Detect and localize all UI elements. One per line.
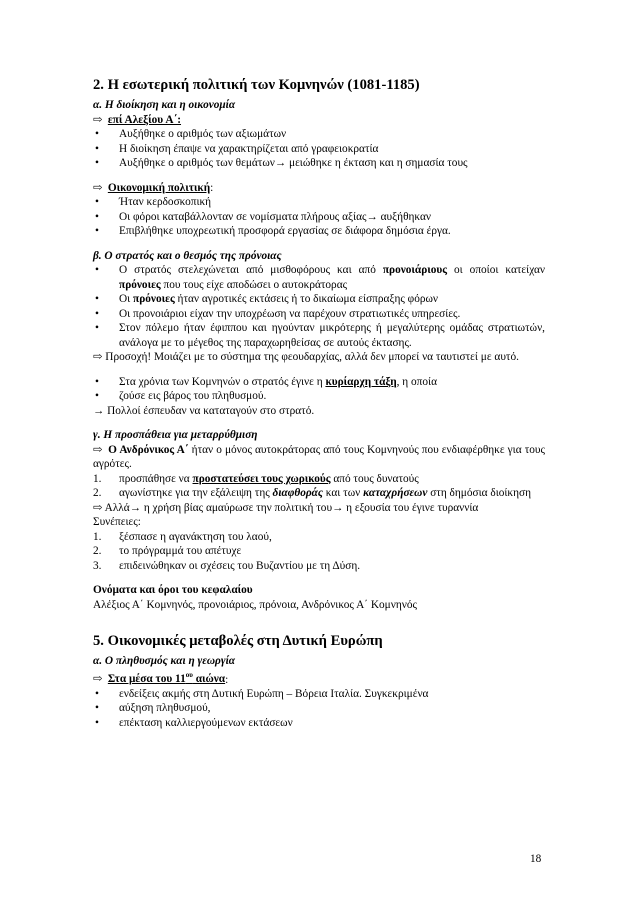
list-item: • αύξηση πληθυσμού,: [93, 701, 545, 716]
hollow-arrow-icon: ⇨: [93, 673, 103, 686]
list-item: • Ήταν κερδοσκοπική: [93, 195, 545, 210]
arrow-icon: →: [93, 404, 105, 417]
mid-11th-century-heading: ⇨ Στα μέσα του $11^{o\upsilon}$ αιώνα:: [93, 671, 229, 686]
arrow-icon: →: [332, 501, 344, 514]
list-item: • ενδείξεις ακμής στη Δυτική Ευρώπη – Βόρεια Ιταλία. Συγκεκριμένα: [93, 687, 545, 702]
list-item: • Η διοίκηση έπαψε να χαρακτηρίζεται από γραφειοκρατία: [93, 142, 545, 157]
komnenian-army-list: [93, 375, 545, 404]
section-5-subsection-a-title: α. Ο πληθυσμός και η γεωργία: [93, 655, 235, 667]
economic-policy-heading: ⇨ Οικονομική πολιτική:: [93, 181, 214, 194]
list-item: • Αυξήθηκε ο αριθμός των θεμάτων→ μειώθηκε η έκταση και η σημασία τους: [93, 156, 545, 171]
hollow-arrow-icon: ⇨: [93, 501, 103, 514]
page-content: [93, 76, 545, 730]
subsection-b-title: β. Ο στρατός και ο θεσμός της πρόνοιας: [93, 249, 282, 262]
list-item: • Στα χρόνια των Κομνηνών ο στρατός έγινε η κυρίαρχη τάξη, η οποία: [93, 375, 545, 390]
alexios-list: [93, 127, 545, 171]
section-5-title: 5. Οικονομικές μεταβολές στη Δυτική Ευρώπη: [93, 633, 383, 649]
hollow-arrow-icon: ⇨: [93, 443, 103, 456]
terms-text: Αλέξιος Α΄ Κομνηνός, προνοιάριος, πρόνοια, Ανδρόνικος Α΄ Κομνηνός: [93, 598, 417, 611]
list-item: 1. ξέσπασε η αγανάκτηση του λαού,: [93, 530, 272, 543]
economic-policy-list: [93, 195, 545, 239]
consequences-list: [93, 530, 545, 574]
list-item: • Στον πόλεμο ήταν έφιππου και ηγούνταν μικρότερης ή μεγαλύτερης ομάδας στρατιωτών, ανάλογα με το μέγεθος της παραχωρηθείσας σε αυτούς έκτασης.: [93, 321, 545, 350]
arrow-icon: →: [274, 157, 287, 169]
list-item: • Επιβλήθηκε υποχρεωτική προσφορά εργασίας σε διάφορα δημόσια έργα.: [93, 224, 545, 239]
list-item: • Ο στρατός στελεχώνεται από μισθοφόρους και από προνοιάριους οι οποίοι κατείχαν πρόνοιες που τους είχε αποδώσει ο αυτοκράτορας: [93, 263, 545, 292]
section-5-list: [93, 687, 545, 731]
alexios-heading: ⇨ επί Αλεξίου Α΄:: [93, 113, 182, 126]
subsection-a-title: α. Η διοίκηση και η οικονομία: [93, 99, 236, 111]
list-item: • Οι πρόνοιες ήταν αγροτικές εκτάσεις ή το δικαίωμα είσπραξης φόρων: [93, 292, 545, 307]
tyranny-note: ⇨ Αλλά→ η χρήση βίας αμαύρωσε την πολιτική του→ η εξουσία του έγινε τυραννία: [93, 501, 479, 514]
list-item: 1. προσπάθησε να προστατεύσει τους χωρικούς από τους δυνατούς: [93, 472, 419, 485]
arrow-icon: →: [129, 501, 141, 514]
list-item: 3. επιδεινώθηκαν οι σχέσεις του Βυζαντίου με τη Δύση.: [93, 559, 361, 572]
andronikos-list: [93, 472, 545, 501]
hollow-arrow-icon: ⇨: [93, 181, 103, 194]
andronikos-paragraph: ⇨ Ο Ανδρόνικος Α΄ ήταν ο μόνος αυτοκράτορας από τους Κομνηνούς που ενδιαφέρθηκε για τους αγρότες.: [93, 443, 545, 470]
army-list: [93, 263, 545, 350]
subsection-c-title: γ. Η προσπάθεια για μεταρρύθμιση: [93, 429, 258, 441]
list-item: • Οι φόροι καταβάλλονταν σε νομίσματα πλήρους αξίας→ αυξήθηκαν: [93, 210, 545, 225]
feudalism-note: ⇨ Προσοχή! Μοιάζει με το σύστημα της φεουδαρχίας, αλλά δεν μπορεί να ταυτιστεί με αυτό.: [93, 351, 519, 363]
list-item: • επέκταση καλλιεργούμενων εκτάσεων: [93, 716, 545, 731]
arrow-icon: →: [366, 210, 378, 223]
enlistment-note: → Πολλοί έσπευδαν να καταταγούν στο στρατό.: [93, 404, 315, 417]
list-item: • Αυξήθηκε ο αριθμός των αξιωμάτων: [93, 127, 545, 142]
list-item: 2. αγωνίστηκε για την εξάλειψη της διαφθοράς και των καταχρήσεων στη δημόσια διοίκηση: [93, 487, 532, 499]
page-number: 18: [530, 853, 542, 865]
list-item: • ζούσε εις βάρος του πληθυσμού.: [93, 389, 545, 404]
consequences-label: Συνέπειες:: [93, 516, 141, 528]
hollow-arrow-icon: ⇨: [93, 351, 103, 363]
hollow-arrow-icon: ⇨: [93, 113, 103, 126]
terms-title: Ονόματα και όροι του κεφαλαίου: [93, 584, 253, 596]
list-item: • Οι προνοιάριοι είχαν την υποχρέωση να παρέχουν στρατιωτικές υπηρεσίες.: [93, 307, 545, 322]
section-2-title: 2. Η εσωτερική πολιτική των Κομνηνών (1081-1185): [93, 77, 420, 93]
list-item: 2. το πρόγραμμά του απέτυχε: [93, 545, 242, 557]
